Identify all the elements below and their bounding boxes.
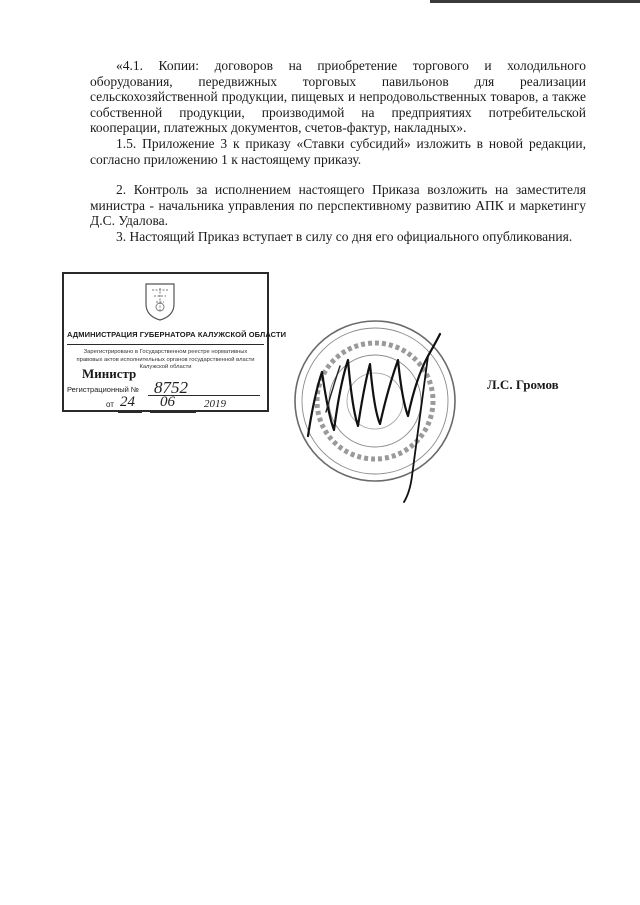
paragraph-1-5: 1.5. Приложение 3 к приказу «Ставки субсидий» изложить в новой редакции, согласно приложению 1 к настоящему приказу. bbox=[90, 135, 586, 167]
date-year: 2019 bbox=[204, 398, 226, 410]
paragraph-2: 2. Контроль за исполнением настоящего Приказа возложить на заместителя министра - начальника управления по перспективному развитию АПК и маркетингу Д.С. Удалова. bbox=[90, 182, 586, 229]
handwritten-signature bbox=[300, 326, 460, 506]
registration-label: Регистрационный № bbox=[67, 385, 139, 394]
date-day: 24 bbox=[120, 394, 135, 410]
coat-of-arms-icon bbox=[142, 280, 178, 322]
signatory-role: Министр bbox=[82, 366, 137, 381]
document-body bbox=[90, 58, 586, 245]
signer-name: Л.С. Громов bbox=[487, 377, 559, 392]
paragraph-4-1: «4.1. Копии: договоров на приобретение торгового и холодильного оборудования, передвижных торговых павильонов для реализации сельскохозяйственной продукции, пищевых и непродовольственных товаров, а также собственной продукции, производимой на предприятиях потребительской кооперации, платежных документов, счетов-фактур, накладных». bbox=[90, 58, 586, 136]
registration-stamp bbox=[62, 272, 287, 412]
date-month: 06 bbox=[160, 394, 175, 410]
paragraph-3: 3. Настоящий Приказ вступает в силу со дня его официального опубликования. bbox=[116, 228, 573, 244]
date-prefix: от bbox=[106, 400, 114, 409]
stamp-organization: АДМИНИСТРАЦИЯ ГУБЕРНАТОРА КАЛУЖСКОЙ ОБЛАСТИ bbox=[67, 330, 287, 339]
scan-edge-mark bbox=[430, 0, 640, 3]
stamp-registration-note: Зарегистрировано в Государственном реестре нормативных правовых актов исполнительных органов государственной власти Калужской области bbox=[76, 349, 255, 371]
registration-number: 8752 bbox=[154, 378, 188, 397]
